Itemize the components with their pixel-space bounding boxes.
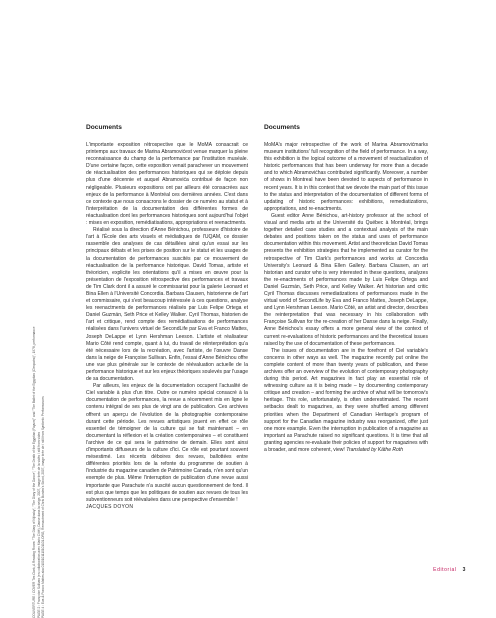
english-column — [264, 124, 428, 454]
page-footer — [433, 567, 466, 573]
french-column — [86, 124, 248, 511]
credit-line: PAGE 4 : Eva & Franco Mattes aka 0100101110101101.ORG, Reenactment of Chris Burden's Shoot, 2007, image tirée de / still from Synthetic Performances — [41, 396, 46, 618]
section-label: Editorial — [433, 567, 457, 573]
french-paragraph-2: Réalisé sous la direction d'Anne Bénichou, professeure d'histoire de l'art à l'École des arts visuels et médiatiques de l'UQAM, ce dossier rassemble des analyses de cas détaillées ainsi qu'un essai sur les principaux débats et les prises de position sur le statut et les usages de la documentation de performances suscités par ce mouvement de réactualisation de la performance historique. David Tomas, artiste et théoricien, explicite les orientations qu'il a mises en œuvre pour la présentation de l'exposition rétrospective des performances et travaux de Tim Clark dont il a assuré le commissariat pour la galerie Leonard et Bina Ellen à l'Université Concordia. Barbara Clausen, historienne de l'art et commissaire, qui s'est beaucoup intéressée à ces questions, analyse les reenactments de performances réalisés par Luis Felipe Ortega et Daniel Guzmán, Seth Price et Kelley Walker. Cyril Thomas, historien de l'art et critique, rend compte des remédiatisations de performances réalisées dans l'univers virtuel de SecondLife par Eva et Franco Mattes, Joseph DeLappe et Lynn Hershman Leeson. L'artiste et réalisateur Mario Côté rend compte, quant à lui, du travail de réinterprétation qu'a été nécessaire lors de la recréation, avec l'artiste, de l'œuvre Danse dans la neige de Françoise Sullivan. Enfin, l'essai d'Anne Bénichou offre une vue plus générale sur le contexte de réévaluation actuelle de la performance historique et sur les enjeux théoriques soulevés par l'usage de sa documentation. — [86, 227, 248, 383]
french-paragraph-1: L'importante exposition rétrospective que le MoMA consacrait ce printemps aux travaux de Marina Abramovićest venue marquer la pleine reconnaissance du champ de la performance par l'institution muséale. D'une certaine façon, cette exposition venait parachever un mouvement de réactualisation des performances historiques qui se déploie depuis plus d'une décennie et auquel Abramovića contribué de façon non négligeable. Plusieurs expositions ont par ailleurs été consacrées aux enjeux de la performance à Montréal ces dernières années. C'est dans ce contexte que nous consacrons le dossier de ce numéro au statut et à l'interprétation de la documentation des différentes formes de réactualisation dont les performances historiques sont aujourd'hui l'objet : mises en exposition, remédiatisations, appropriations et reenactments. — [86, 142, 248, 227]
english-heading: Documents — [264, 124, 300, 131]
english-paragraph-2: Guest editor Anne Bénichou, art-history professor at the school of visual and media arts at the Université du Québec à Montréal, brings together detailed case studies and a contextual analysis of the main debates and positions taken on the status and uses of performance documentation within this movement. Artist and theoretician David Tomas presents the exhibition strategies that he implemented as curator for the retrospective of Tim Clark's performances and works at Concordia University's Leonard & Bina Ellen Gallery. Barbara Clausen, an art historian and curator who is very interested in these questions, analyzes the re-enactments of performances made by Luis Felipe Ortega and Daniel Guzmán, Seth Price, and Kelley Walker. Art historian and critic Cyril Thomas discusses remediatizations of performances made in the virtual world of SecondLife by Eva and Franco Mattes, Joseph DeLappe, and Lynn Hershman Leeson. Mario Côté, an artist and director, describes the reinterpretation that was necessary in his collaboration with Françoise Sullivan for the re-creation of her Danse dans la neige. Finally, Anne Bénichou's essay offers a more general view of the context of current re-evaluations of historic performances and the theoretical issues raised by the use of documentation of these performances. — [264, 212, 428, 347]
credit-line: PAGE 2 : Françoise Sullivan (en collaboration avec Mario Côté), Danse dans la neige, 2007, image tirée de la vidéo / still from video — [36, 431, 41, 618]
translation-credit: Translated by Käthe Roth — [346, 447, 404, 454]
credit-line: COUVERTURE / COVER Tim Clark, A Reading Room: "The Diary of Nijinsky", "The Diary of the Dance", "The Death of the Egyptian (Fayum)" and "The Ballet of the Egyptian (Cleopatra)", 1978, performance — [32, 326, 36, 618]
page-number: 3 — [462, 567, 466, 573]
english-paragraph-3-text: The issues of documentation are in the forefront of Ciel variable's concerns in other ways as well. The magazine recently put online the complete content of more than twenty years of publication, and these archives offer an overview of the evolution of contemporary photography during this period. Art magazines in fact play an essential role of witnessing culture as it is being made – by documenting contemporary critique and creation – and forming the archive of what will be tomorrow's heritage. This role, unfortunately, is often underestimated. The recent setbacks dealt to magazines, as they were shuffled among different priorities when the Department of Canadian Heritage's program of support for the Canadian magazine industry was reorganized, offer just one more example. Even the interruption in publication of a magazine as important as Parachute raised no significant questions. It is time that all granting agencies re-evaluate their policies of support for magazines with a broader, and more coherent, view! — [264, 347, 428, 454]
french-heading: Documents — [86, 124, 122, 131]
french-paragraph-3: Par ailleurs, les enjeux de la documentation occupent l'actualité de Ciel variable à plus d'un titre. Outre ce numéro spécial consacré à la documentation de performances, la revue a récemment mis en ligne le contenu intégral de ses plus de vingt ans de publication. Ces archives offrent un aperçu de l'évolution de la photographie contemporaine durant cette période. Les revues artistiques jouent en effet ce rôle essentiel de témoigner de la culture qui se fait maintenant – en documentant la réflexion et la création contemporaines – et constituent l'archive de ce qui sera le patrimoine de demain. Elles sont ainsi d'importants diffuseurs de la culture d'ici. Ce rôle est pourtant souvent mésestimé. Les récents déboires des revues, ballottées entre différentes priorités lors de la refonte du programme de soutien à l'industrie du magazine canadien de Patrimoine Canada, n'en sont qu'un exemple de plus. Même l'interruption de publication d'une revue aussi importante que Parachute n'a suscité aucun questionnement de fond. Il est plus que temps que les politiques de soutien aux revues de tous les subventionneurs soit réévaluées dans une perspective d'ensemble ! — [86, 383, 248, 503]
image-credits-sidebar — [32, 238, 70, 618]
english-paragraph-1: MoMA's major retrospective of the work of Marina Abramovićmarks museum institutions' full recognition of the field of performance. In a way, this exhibition is the logical outcome of a movement of reactualization of historic performances that has been underway for more than a decade and to which Abramovićhas contributed significantly. Moreover, a number of shows in Montreal have been devoted to aspects of performance in recent years. It is in this context that we devote the main part of this issue to the status and interpretation of the documentation of different forms of updating of historic performances: exhibitions, remediatizations, appropriations, and re-enactments. — [264, 142, 428, 212]
english-paragraph-3 — [264, 348, 428, 454]
author-signature: JACQUES DOYON — [86, 503, 134, 510]
